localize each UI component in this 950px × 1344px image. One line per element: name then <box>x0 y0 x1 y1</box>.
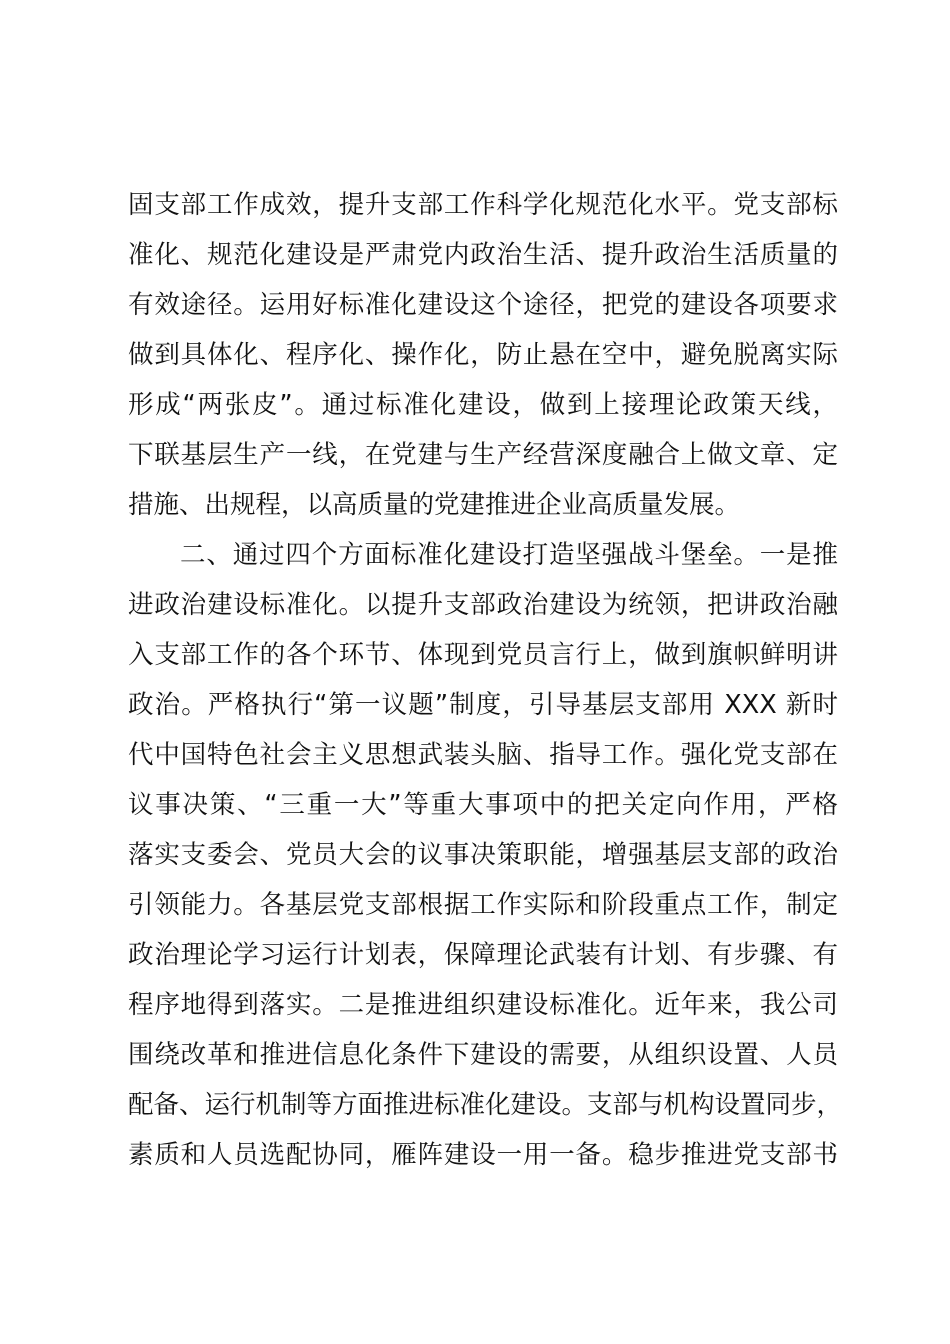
text-line: 政治理论学习运行计划表，保障理论武装有计划、有步骤、有 <box>128 940 838 970</box>
text-line: 政治。严格执行“第一议题”制度，引导基层支部用 XXX 新时 <box>128 690 838 720</box>
text-line: 引领能力。各基层党支部根据工作实际和阶段重点工作，制定 <box>128 890 838 920</box>
text-line: 固支部工作成效，提升支部工作科学化规范化水平。党支部标 <box>128 190 838 220</box>
text-line: 形成“两张皮”。通过标准化建设，做到上接理论政策天线， <box>128 390 838 420</box>
text-line: 做到具体化、程序化、操作化，防止悬在空中，避免脱离实际 <box>128 340 838 370</box>
text-line: 配备、运行机制等方面推进标准化建设。支部与机构设置同步， <box>128 1090 843 1120</box>
text-line: 下联基层生产一线，在党建与生产经营深度融合上做文章、定 <box>128 440 838 470</box>
text-line: 措施、出规程，以高质量的党建推进企业高质量发展。 <box>128 490 741 520</box>
text-line: 进政治建设标准化。以提升支部政治建设为统领，把讲政治融 <box>128 590 838 620</box>
text-line: 素质和人员选配协同，雁阵建设一用一备。稳步推进党支部书 <box>128 1140 838 1170</box>
text-line: 准化、规范化建设是严肃党内政治生活、提升政治生活质量的 <box>128 240 838 270</box>
text-line: 程序地得到落实。二是推进组织建设标准化。近年来，我公司 <box>128 990 838 1020</box>
text-line: 入支部工作的各个环节、体现到党员言行上，做到旗帜鲜明讲 <box>128 640 838 670</box>
text-line: 代中国特色社会主义思想武装头脑、指导工作。强化党支部在 <box>128 740 838 770</box>
text-line: 议事决策、“三重一大”等重大事项中的把关定向作用，严格 <box>128 790 838 820</box>
text-line: 落实支委会、党员大会的议事决策职能，增强基层支部的政治 <box>128 840 838 870</box>
text-line: 围绕改革和推进信息化条件下建设的需要，从组织设置、人员 <box>128 1040 838 1070</box>
text-line: 二、通过四个方面标准化建设打造坚强战斗堡垒。一是推 <box>180 540 838 570</box>
text-line: 有效途径。运用好标准化建设这个途径，把党的建设各项要求 <box>128 290 838 320</box>
